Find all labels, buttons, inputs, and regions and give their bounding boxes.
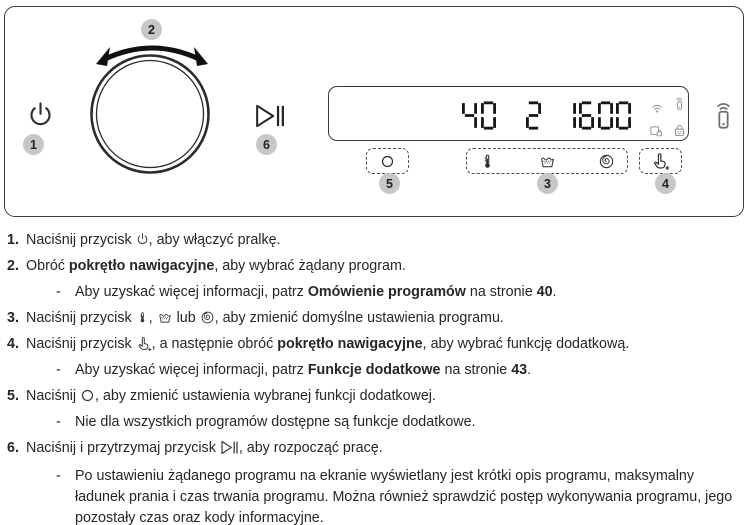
text: , a następnie obróć (151, 336, 278, 352)
seven-segment-digit (481, 101, 496, 130)
bold-text: Omówienie programów (307, 284, 466, 300)
program-settings-buttons (466, 148, 628, 174)
bold-text: 43 (511, 362, 528, 378)
instruction-sub-text (75, 466, 739, 525)
control-panel-illustration (4, 6, 744, 217)
spin-icon (200, 310, 215, 325)
text: Naciśnij przycisk (26, 232, 136, 248)
bold-text: pokrętło nawigacyjne (68, 258, 215, 274)
seven-segment-digit (462, 101, 477, 130)
instruction-number: 6. (7, 440, 19, 456)
bullet-dash: - (56, 468, 61, 484)
instruction-item (7, 258, 739, 284)
text: Naciśnij przycisk (26, 310, 136, 326)
instruction-sub-item (56, 362, 739, 388)
text: Naciśnij i przytrzymaj przycisk (26, 440, 220, 456)
instruction-number: 1. (7, 232, 19, 248)
temperature-icon (136, 310, 149, 325)
instruction-sub-item (56, 284, 739, 310)
instruction-item (7, 232, 739, 258)
text: Naciśnij (26, 388, 81, 404)
play-pause-icon (255, 103, 285, 129)
bullet-dash: - (56, 414, 61, 430)
display-digits (462, 101, 631, 130)
callout-start-button: 6 (256, 134, 277, 155)
text: , aby zmienić ustawienia wybranej funkcji dodatkowej. (95, 388, 436, 404)
bold-text: Funkcje dodatkowe (307, 362, 441, 378)
seven-segment-digit (598, 101, 613, 130)
bold-text: pokrętło nawigacyjne (277, 336, 423, 352)
text: Obróć (26, 258, 69, 274)
function-button (639, 148, 682, 174)
instruction-item (7, 336, 739, 362)
instruction-text (26, 336, 739, 353)
display-digit-group (462, 101, 496, 130)
text: Po ustawieniu żądanego programu na ekranie wyświetlany jest krótki opis programu, maksymalny ładunek prania i czas trwania programu. Można również sprawdzić postęp wykonywania programu, jego pozostały czas oraz kody informacyjne. (75, 468, 733, 525)
temperature-icon (479, 152, 496, 171)
seven-segment-digit (579, 101, 594, 130)
callout-knob: 2 (141, 19, 162, 40)
instruction-item (7, 440, 739, 466)
display-digit-group (561, 101, 632, 130)
door-lock-icon (647, 123, 665, 139)
text: Nie dla wszystkich programów dostępne są funkcje dodatkowe. (75, 414, 476, 430)
display-screen (328, 86, 689, 141)
text: , aby wybrać funkcję dodatkową. (422, 336, 630, 352)
seven-segment-digit (526, 101, 541, 130)
text: , aby włączyć pralkę. (148, 232, 281, 248)
text: Aby uzyskać więcej informacji, patrz (75, 284, 308, 300)
text: , (148, 310, 157, 326)
instruction-sub-text (75, 414, 739, 431)
rinse-icon (538, 153, 557, 170)
callout-option-button: 5 (379, 173, 400, 194)
text: , aby zmienić domyślne ustawienia programu. (214, 310, 504, 326)
option-circle-icon (80, 388, 95, 403)
text: . (552, 284, 557, 300)
text: , aby wybrać żądany program. (214, 258, 406, 274)
seven-segment-digit (616, 101, 631, 130)
instruction-text (26, 440, 739, 457)
power-icon (136, 232, 149, 246)
callout-function-button: 4 (655, 173, 676, 194)
instruction-number: 4. (7, 336, 19, 352)
spin-icon (598, 153, 615, 170)
text: Aby uzyskać więcej informacji, patrz (75, 362, 308, 378)
instruction-item (7, 388, 739, 414)
bullet-dash: - (56, 362, 61, 378)
text: . (527, 362, 532, 378)
text: , aby rozpocząć pracę. (238, 440, 383, 456)
callout-power: 1 (23, 134, 44, 155)
instruction-sub-item (56, 466, 739, 525)
text: na stronie (440, 362, 512, 378)
display-status-icons (647, 93, 693, 140)
instruction-number: 2. (7, 258, 19, 274)
text: Naciśnij przycisk (26, 336, 136, 352)
instruction-number: 5. (7, 388, 19, 404)
power-icon (27, 100, 54, 129)
navigation-knob (89, 53, 211, 175)
instruction-item (7, 310, 739, 336)
bold-text: 40 (536, 284, 553, 300)
text: lub (172, 310, 200, 326)
instruction-text (26, 388, 739, 405)
instruction-sub-item (56, 414, 739, 440)
child-lock-icon (671, 122, 688, 139)
wifi-icon (648, 100, 666, 116)
seven-segment-digit (561, 101, 576, 130)
play-pause-icon (220, 440, 239, 455)
instruction-sub-text (75, 362, 739, 379)
display-digit-group (526, 101, 541, 130)
text: na stronie (465, 284, 537, 300)
remote-control-icon (710, 99, 737, 135)
instruction-number: 3. (7, 310, 19, 326)
callout-program-buttons: 3 (537, 173, 558, 194)
instruction-text (26, 258, 739, 275)
instruction-text (26, 310, 739, 327)
rinse-icon (157, 310, 173, 325)
bullet-dash: - (56, 284, 61, 300)
instruction-text (26, 232, 739, 249)
option-button (366, 148, 409, 174)
smart-control-icon (672, 94, 687, 114)
instructions-list (7, 232, 739, 525)
touch-function-icon (651, 152, 670, 171)
touch-function-icon (136, 336, 152, 352)
instruction-sub-text (75, 284, 739, 301)
option-circle-icon (380, 154, 395, 169)
